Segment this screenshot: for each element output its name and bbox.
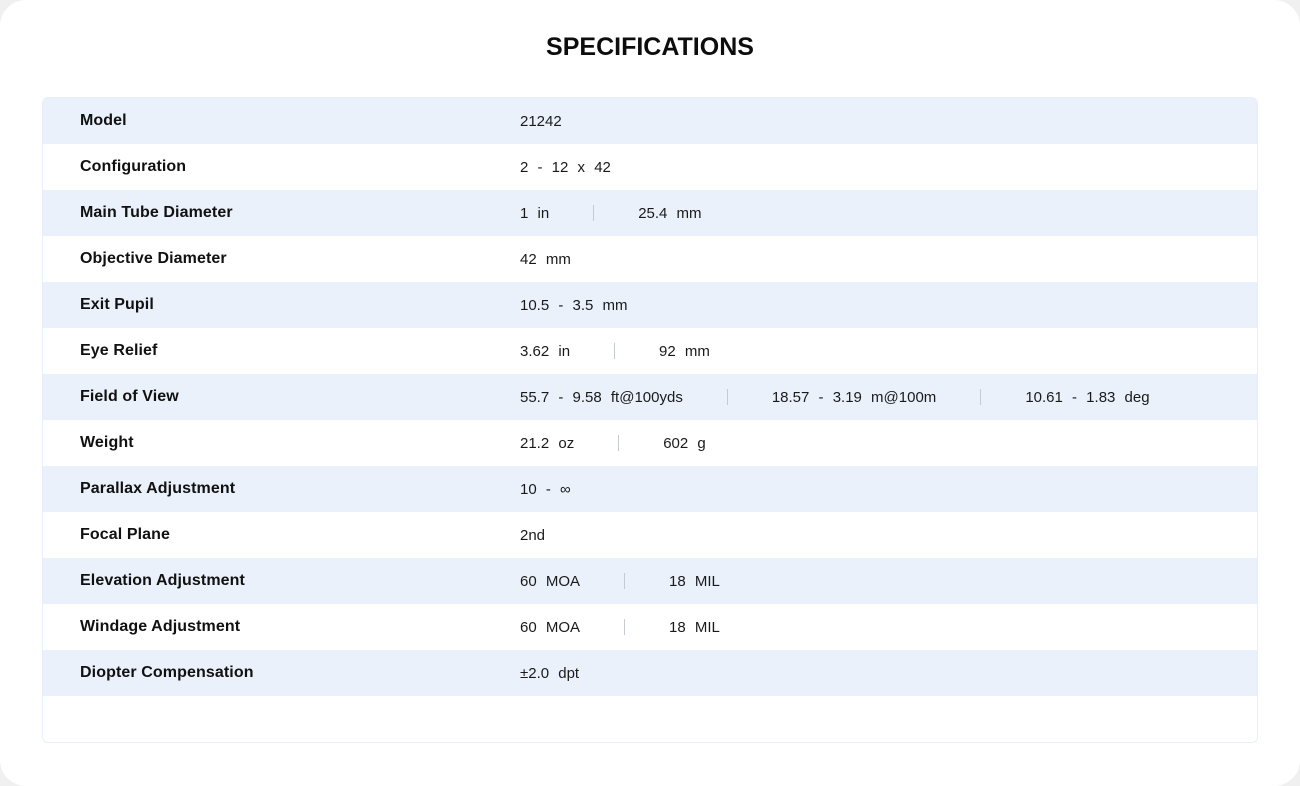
spec-row-field-of-view (43, 374, 1257, 420)
spec-value-segment: 2 - 12 x 42 (520, 158, 611, 176)
value-divider (727, 389, 728, 405)
spec-value-segment: 2nd (520, 526, 546, 544)
spec-label: Eye Relief (80, 342, 158, 359)
specifications-table (42, 97, 1258, 743)
spec-row-exit-pupil (43, 282, 1257, 328)
spec-value-segment: ±2.0 dpt (520, 664, 580, 682)
spec-value-segment: 10 - ∞ (520, 480, 571, 498)
spec-value-segment: 18 MIL (669, 572, 720, 590)
spec-label: Field of View (80, 388, 179, 405)
spec-label: Exit Pupil (80, 296, 154, 313)
section-title: SPECIFICATIONS (546, 33, 754, 61)
spec-label: Weight (80, 434, 134, 451)
spec-value-segment: 21242 (520, 112, 562, 130)
spec-value (520, 159, 611, 176)
spec-label: Model (80, 112, 127, 129)
spec-value (520, 389, 1150, 406)
spec-label: Diopter Compensation (80, 664, 254, 681)
spec-label: Objective Diameter (80, 250, 227, 267)
spec-label: Main Tube Diameter (80, 204, 233, 221)
spec-value (520, 343, 710, 360)
spec-value-segment: 1 in (520, 204, 550, 222)
spec-value (520, 435, 706, 452)
value-divider (614, 343, 615, 359)
spec-value (520, 619, 720, 636)
spec-value-segment: 10.61 - 1.83 deg (1025, 388, 1150, 406)
spec-label: Parallax Adjustment (80, 480, 236, 497)
spec-row-objective-diameter (43, 236, 1257, 282)
spec-row-elevation-adjustment (43, 558, 1257, 604)
spec-value (520, 573, 720, 590)
spec-row-weight (43, 420, 1257, 466)
spec-value-segment: 25.4 mm (638, 204, 702, 222)
value-divider (980, 389, 981, 405)
spec-value (520, 113, 562, 130)
spec-row-configuration (43, 144, 1257, 190)
spec-row-parallax-adjustment (43, 466, 1257, 512)
spec-value (520, 251, 571, 268)
spec-value-segment: 55.7 - 9.58 ft@100yds (520, 388, 683, 406)
spec-row-empty (43, 696, 1257, 742)
value-divider (624, 573, 625, 589)
spec-value-segment: 42 mm (520, 250, 571, 268)
spec-value (520, 665, 579, 682)
spec-value-segment: 10.5 - 3.5 mm (520, 296, 628, 314)
spec-row-model (43, 98, 1257, 144)
spec-row-windage-adjustment (43, 604, 1257, 650)
spec-value (520, 481, 571, 498)
value-divider (624, 619, 625, 635)
spec-value-segment: 92 mm (659, 342, 710, 360)
spec-row-main-tube-diameter (43, 190, 1257, 236)
spec-row-eye-relief (43, 328, 1257, 374)
spec-label: Focal Plane (80, 526, 171, 543)
spec-value-segment: 3.62 in (520, 342, 571, 360)
spec-value (520, 205, 702, 222)
spec-value-segment: 602 g (663, 434, 706, 452)
spec-label: Elevation Adjustment (80, 572, 245, 589)
spec-row-focal-plane (43, 512, 1257, 558)
spec-value (520, 297, 628, 314)
spec-value-segment: 18.57 - 3.19 m@100m (771, 388, 937, 406)
spec-row-diopter-compensation (43, 650, 1257, 696)
spec-value-segment: 60 MOA (520, 618, 581, 636)
value-divider (618, 435, 619, 451)
spec-value-segment: 18 MIL (669, 618, 720, 636)
spec-value-segment: 60 MOA (520, 572, 581, 590)
spec-value-segment: 21.2 oz (520, 434, 575, 452)
value-divider (593, 205, 594, 221)
spec-label: Configuration (80, 158, 187, 175)
spec-value (520, 527, 545, 544)
spec-label: Windage Adjustment (80, 618, 241, 635)
